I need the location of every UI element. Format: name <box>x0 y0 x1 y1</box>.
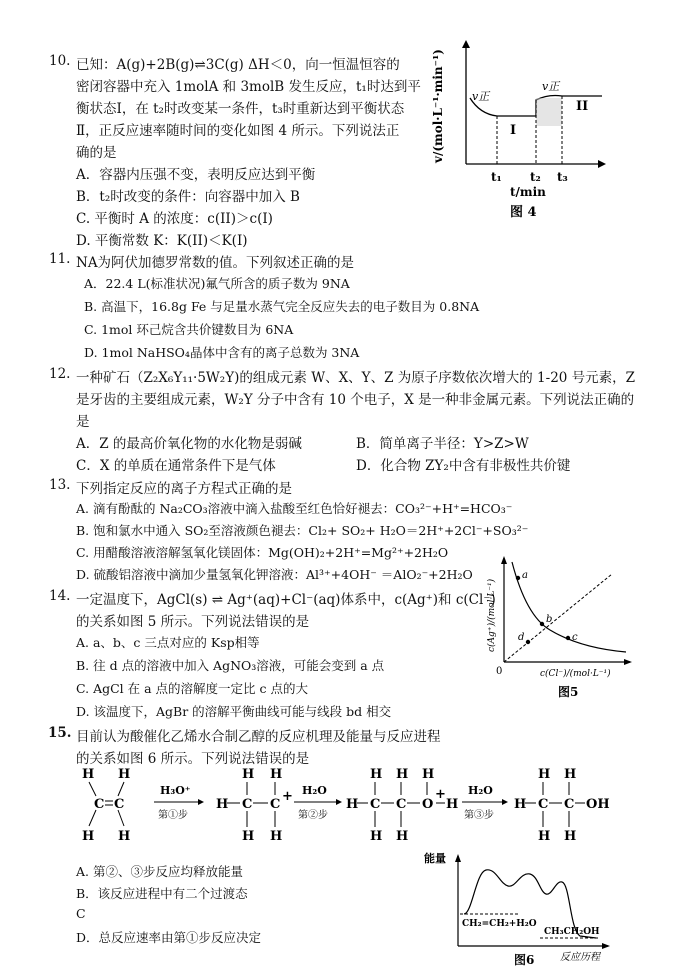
fig6-reactants: CH₂=CH₂+H₂O <box>462 919 537 929</box>
oxo-o: O <box>422 797 434 812</box>
q11-stem: NA为阿伏加德罗常数的值。下列叙述正确的是 <box>76 255 355 271</box>
eth-c-1: C <box>94 797 105 812</box>
eol-h-2: H <box>564 767 577 782</box>
q11-number: 11. <box>49 251 71 267</box>
q11-option-a: A．22.4 L(标准状况)氟气所含的质子数为 9NA <box>84 276 350 291</box>
q13-number: 13. <box>49 477 71 493</box>
q14-number: 14. <box>49 588 71 604</box>
fig5-y-arrow <box>501 556 507 564</box>
q15-option-c: C <box>76 906 86 921</box>
reagent-3: H₂O <box>468 784 493 797</box>
q12-line2: 是牙齿的主要组成元素，W₂Y 分子中含有 10 个电子，X 是一种非金属元素。下列说法正确的 <box>76 392 635 408</box>
q10-option-a: A．容器内压强不变，表明反应达到平衡 <box>76 167 316 183</box>
fig6-xlabel: 反应历程 <box>560 952 600 963</box>
q14-option-c: C. AgCl 在 a 点的溶解度一定比 c 点的大 <box>76 681 308 696</box>
cat-h-1: H <box>242 767 255 782</box>
cat-c-2: C <box>270 797 281 812</box>
fig5-label-c: c <box>572 632 578 643</box>
q15-line2: 的关系如图 6 所示。下列说法错误的是 <box>76 751 310 767</box>
fig6-caption: 图6 <box>514 953 535 967</box>
q13-option-d: D. 硫酸铝溶液中滴加少量氢氧化钾溶液：Al³⁺+4OH⁻ ＝AlO₂⁻+2H₂O <box>76 567 473 582</box>
fig4-caption: 图 4 <box>510 205 537 220</box>
fig4-t1: t₁ <box>491 170 502 184</box>
cat-c-1: C <box>242 797 253 812</box>
q13-option-a: A. 滴有酚酞的 Na₂CO₃溶液中滴入盐酸至红色恰好褪去：CO₃²⁻+H⁺=HCO₃⁻ <box>76 501 513 516</box>
q13-option-b: B. 饱和氯水中通入 SO₂至溶液颜色褪去：Cl₂+ SO₂+ H₂O＝2H⁺+2Cl⁻+SO₃²⁻ <box>76 523 529 538</box>
fig4-region-1: I <box>510 123 517 138</box>
oxo-c-1: C <box>370 797 381 812</box>
cat-h-2: H <box>270 767 283 782</box>
fig4-t2: t₂ <box>530 170 541 184</box>
q13-stem: 下列指定反应的离子方程式正确的是 <box>76 481 292 497</box>
eth-h-3: H <box>82 829 95 844</box>
q10-option-d: D. 平衡常数 K：K(II)＜K(I) <box>76 233 248 249</box>
fig6-y-arrow <box>455 854 461 862</box>
eth-h-2: H <box>118 767 131 782</box>
q12-number: 12. <box>49 366 71 382</box>
oxo-h-2: H <box>396 767 409 782</box>
q12-line1: 一种矿石（Z₂X₆Y₁₁·5W₂Y)的组成元素 W、X、Y、Z 为原子序数依次增大的 1-20 号元素，Z <box>76 370 636 386</box>
q15-option-d: D．总反应速率由第①步反应决定 <box>76 930 262 945</box>
q12-option-a: A．Z 的最高价氧化物的水化物是弱碱 <box>76 436 302 452</box>
q12-line3: 是 <box>76 414 90 430</box>
q10-line5: 确的是 <box>76 145 117 161</box>
eth-h-4: H <box>118 829 131 844</box>
q13-option-c: C. 用醋酸溶液溶解氢氧化镁固体：Mg(OH)₂+2H⁺=Mg²⁺+2H₂O <box>76 545 449 560</box>
fig6-x-arrow <box>602 943 610 949</box>
eol-oh: OH <box>586 797 610 812</box>
q10-line3: 衡状态Ⅰ，在 t₂时改变某一条件，t₃时重新达到平衡状态 <box>76 101 405 117</box>
fig4-y-arrow <box>462 40 470 48</box>
fig4-xlabel: t/min <box>510 185 546 199</box>
fig5-xlabel: c(Cl⁻)/(mol·L⁻¹) <box>540 669 611 679</box>
fig5-origin: 0 <box>496 666 503 677</box>
reaction-mechanism <box>74 764 610 848</box>
fig4-t3: t₃ <box>557 170 568 184</box>
reagent-1: H₃O⁺ <box>160 784 191 797</box>
oxo-h-4: H <box>346 797 359 812</box>
fig4-v-label-1: v正 <box>472 90 490 103</box>
fig5-label-a: a <box>522 570 528 581</box>
q15-option-b: B．该反应进程中有二个过渡态 <box>76 886 248 901</box>
oxo-h-1: H <box>370 767 383 782</box>
eol-h-3: H <box>514 797 527 812</box>
fig4-region-2: II <box>576 99 589 114</box>
fig4-v-label-2: v正 <box>542 80 560 93</box>
figure-4 <box>432 38 610 220</box>
q14-line1: 一定温度下，AgCl(s) ⇌ Ag⁺(aq)+Cl⁻(aq)体系中，c(Ag⁺)和 c(Cl⁻) <box>76 592 496 608</box>
oxo-plus: + <box>435 787 446 802</box>
q14-line2: 的关系如图 5 所示。下列说法错误的是 <box>76 614 310 630</box>
fig5-point-b <box>540 622 544 626</box>
fig5-point-d <box>526 640 530 644</box>
q11-option-d: D. 1mol NaHSO₄晶体中含有的离子总数为 3NA <box>84 345 360 360</box>
oxo-h-5: H <box>446 797 459 812</box>
fig5-point-a <box>516 576 520 580</box>
fig6-product: CH₃CH₂OH <box>544 927 600 937</box>
fig5-label-b: b <box>546 614 553 625</box>
cat-h-3: H <box>216 797 229 812</box>
q10-line1: 已知：A(g)+2B(g)⇌3C(g) ΔH＜0，向一恒温恒容的 <box>76 57 400 73</box>
q12-option-c: C．X 的单质在通常条件下是气体 <box>76 458 276 474</box>
fig5-x-arrow <box>624 659 632 665</box>
q10-option-b: B．t₂时改变的条件：向容器中加入 B <box>76 189 300 205</box>
figure-5 <box>480 552 640 700</box>
q14-option-b: B. 往 d 点的溶液中加入 AgNO₃溶液，可能会变到 a 点 <box>76 658 385 673</box>
q14-option-d: D. 该温度下，AgBr 的溶解平衡曲线可能与线段 bd 相交 <box>76 704 392 719</box>
cat-plus: + <box>282 789 293 804</box>
fig5-point-c <box>566 636 570 640</box>
eol-h-1: H <box>538 767 551 782</box>
fig6-ylabel: 能量 <box>424 852 446 865</box>
fig5-caption: 图5 <box>558 685 579 699</box>
eth-h-1: H <box>82 767 95 782</box>
fig5-ylabel: c(Ag⁺)/(mol·L⁻¹) <box>487 578 497 652</box>
eol-h-5: H <box>564 829 577 844</box>
eol-c-2: C <box>564 797 575 812</box>
eth-bond-2 <box>118 782 124 796</box>
q11-option-b: B. 高温下，16.8g Fe 与足量水蒸气完全反应失去的电子数目为 0.8NA <box>84 299 480 314</box>
eth-bond-3 <box>89 810 96 826</box>
q12-option-d: D．化合物 ZY₂中含有非极性共价键 <box>356 458 571 474</box>
step-2: 第②步 <box>298 810 328 821</box>
arrow-2-head <box>336 799 342 805</box>
step-1: 第①步 <box>158 810 188 821</box>
oxo-h-6: H <box>370 829 383 844</box>
reagent-2: H₂O <box>302 784 327 797</box>
q14-option-a: A. a、b、c 三点对应的 Ksp相等 <box>76 635 260 650</box>
q12-option-b: B．简单离子半径：Y>Z>W <box>356 436 529 452</box>
q15-option-a: A. 第②、③步反应均释放能量 <box>76 864 243 879</box>
q15-number: 15. <box>48 725 72 741</box>
fig4-shade <box>536 98 562 126</box>
oxo-h-7: H <box>396 829 409 844</box>
eth-c-2: C <box>114 797 125 812</box>
eth-bond-4 <box>118 810 124 826</box>
eth-bond-1 <box>89 782 96 796</box>
cat-h-4: H <box>242 829 255 844</box>
q10-line4: Ⅱ，正反应速率随时间的变化如图 4 所示。下列说法正 <box>76 123 400 139</box>
q10-line2: 密闭容器中充入 1molA 和 3molB 发生反应，t₁时达到平 <box>76 79 421 95</box>
fig5-label-d: d <box>518 632 525 643</box>
q15-line1: 目前认为酸催化乙烯水合制乙醇的反应机理及能量与反应进程 <box>76 729 441 745</box>
oxo-h-3: H <box>422 767 435 782</box>
q11-option-c: C. 1mol 环己烷含共价键数目为 6NA <box>84 322 294 337</box>
oxo-c-2: C <box>396 797 407 812</box>
q10-number: 10. <box>49 53 71 69</box>
fig4-ylabel: v/(mol·L⁻¹·min⁻¹) <box>431 49 445 163</box>
q10-option-c: C. 平衡时 A 的浓度：c(II)＞c(I) <box>76 211 273 227</box>
eol-c-1: C <box>538 797 549 812</box>
arrow-3-head <box>502 799 508 805</box>
eol-h-4: H <box>538 829 551 844</box>
step-3: 第③步 <box>464 810 494 821</box>
figure-6 <box>420 850 616 968</box>
cat-h-5: H <box>270 829 283 844</box>
fig4-x-arrow <box>598 160 606 168</box>
arrow-1-head <box>198 799 204 805</box>
